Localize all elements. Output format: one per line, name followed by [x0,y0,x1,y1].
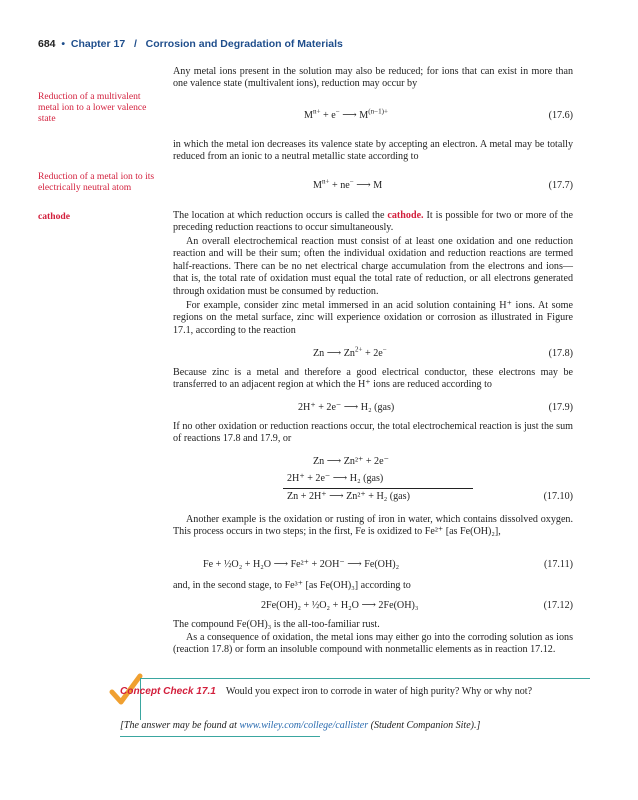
paragraph-3: The location at which reduction occurs is called the cathode. It is possible for two or more of the preceding reduction reactions to occur simultaneously. [173,210,573,234]
running-header [38,38,343,50]
page-number: 684 [38,38,56,50]
concept-rule-bottom [120,736,320,737]
equation-17-8: Zn ⟶ $Zn^{2+} + 2e^-$ (17.8) [313,345,573,359]
equation-17-12: 2Fe(OH)₂ + ½O₂ + H₂O ⟶ 2Fe(OH)₃ (17.12) [261,600,573,611]
sum-line-1: Zn ⟶ Zn²⁺ + 2e⁻ [313,456,389,467]
paragraph-2: in which the metal ion decreases its valence state by accepting an electron. A metal may be totally reduced from an ionic to a neutral metallic state according to [173,139,573,163]
equation-17-6: $M^{n+} + e^-$ ⟶ $M^{(n-1)+}$ (17.6) [304,107,573,121]
paragraph-11: As a consequence of oxidation, the metal ions may either go into the corroding solution as ions (reaction 17.8) or form an insoluble compound with nonmetallic elements as in reaction 17.12. [173,632,573,656]
companion-site-link[interactable]: www.wiley.com/college/callister [239,720,369,731]
concept-check-question: Would you expect iron to corrode in water of high purity? Why or why not? [225,686,533,697]
paragraph-10: The compound Fe(OH)₃ is the all-too-familiar rust. [173,619,380,630]
sum-rule [283,488,473,489]
concept-check-label: Concept Check 17.1 [120,686,216,697]
chapter-title: Corrosion and Degradation of Materials [145,38,343,50]
header-sep2: / [133,38,137,50]
margin-note-multivalent: Reduction of a multivalent metal ion to a lower valence state [38,91,147,124]
header-sep1: • [61,38,66,50]
concept-answer: [The answer may be found at www.wiley.com/college/callister (Student Companion Site).] [120,720,481,731]
term-cathode: cathode. [387,210,424,221]
paragraph-6: Because zinc is a metal and therefore a good electrical conductor, these electrons may be transferred to an adjacent region at which the H⁺ ions are reduced according to [173,367,573,391]
equation-17-7: $M^{n+} + ne^-$ ⟶ M (17.7) [313,177,573,191]
equation-17-10: Zn + 2H⁺ ⟶ Zn²⁺ + H₂ (gas) (17.10) [287,491,573,502]
equation-number: (17.10) [543,491,573,502]
sum-line-2: 2H⁺ + 2e⁻ ⟶ H₂ (gas) [287,473,384,484]
equation-17-11: Fe + ½O₂ + H₂O ⟶ Fe²⁺ + 2OH⁻ ⟶ Fe(OH)₂ (17.11) [203,559,573,570]
equation-17-9: 2H⁺ + 2e⁻ ⟶ H₂ (gas) (17.9) [298,402,573,413]
paragraph-5: For example, consider zinc metal immersed in an acid solution containing H⁺ ions. At some regions on the metal surface, zinc will experience oxidation or corrosion as illustrated in Figure 17.1, according to the reaction [173,300,573,336]
equation-number: (17.7) [548,180,573,191]
chapter-label: Chapter 17 [70,38,126,50]
equation-number: (17.12) [543,600,573,611]
paragraph-9: and, in the second stage, to Fe³⁺ [as Fe(OH)₃] according to [173,580,411,591]
equation-number: (17.8) [548,348,573,359]
equation-number: (17.11) [543,559,573,570]
paragraph-4: An overall electrochemical reaction must consist of at least one oxidation and one reduction reaction and will be their sum; often the individual oxidation and reduction reactions are termed half-reactions. There can be no net electrical charge accumulation from the electrons and ions—that is, the total rate of oxidation must equal the total rate of reduction, or all electrons generated through oxidation must be consumed by reduction. [173,236,573,297]
concept-rule-left [140,678,141,720]
equation-number: (17.9) [548,402,573,413]
concept-check [120,686,573,698]
margin-note-neutral-atom: Reduction of a metal ion to its electrically neutral atom [38,171,155,193]
equation-number: (17.6) [548,110,573,121]
paragraph-1: Any metal ions present in the solution may also be reduced; for ions that can exist in more than one valence state (multivalent ions), reduction may occur by [173,66,573,90]
margin-term-cathode: cathode [38,211,70,222]
paragraph-7: If no other oxidation or reduction reactions occur, the total electrochemical reaction is just the sum of reactions 17.8 and 17.9, or [173,421,573,445]
paragraph-8: Another example is the oxidation or rusting of iron in water, which contains dissolved oxygen. This process occurs in two steps; in the first, Fe is oxidized to Fe²⁺ [as Fe(OH)₂], [173,514,573,538]
concept-rule-top [140,678,590,679]
